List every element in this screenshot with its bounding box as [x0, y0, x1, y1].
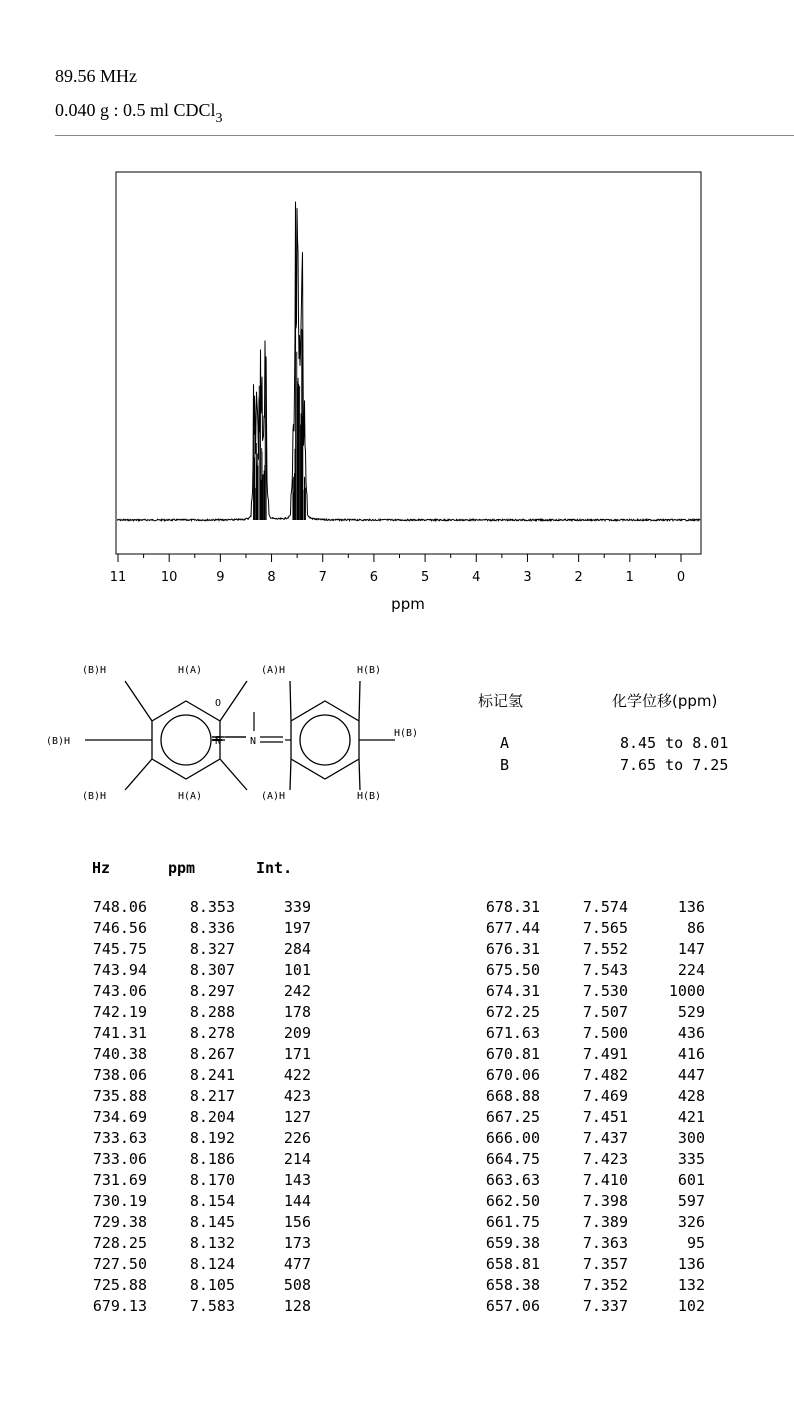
peak-ppm: 8.307 — [189, 961, 235, 979]
peak-int: 300 — [677, 1129, 705, 1147]
peak-int: 242 — [283, 982, 311, 1000]
peak-ppm: 8.288 — [189, 1003, 235, 1021]
peak-ppm: 7.437 — [582, 1129, 628, 1147]
peak-ppm: 7.543 — [582, 961, 628, 979]
peak-table-header-ppm: ppm — [168, 859, 196, 877]
peak-int: 214 — [283, 1150, 311, 1168]
peak-ppm: 7.552 — [582, 940, 628, 958]
peak-ppm: 8.267 — [189, 1045, 235, 1063]
peak-hz: 746.56 — [92, 919, 147, 937]
peak-hz: 728.25 — [92, 1234, 147, 1252]
peak-hz: 667.25 — [485, 1108, 540, 1126]
peak-hz: 741.31 — [92, 1024, 147, 1042]
label-r-br: H(B) — [357, 791, 382, 802]
peak-hz: 733.06 — [92, 1150, 147, 1168]
peak-int: 171 — [283, 1045, 311, 1063]
x-tick-label: 10 — [160, 570, 178, 585]
label-l-left: (B)H — [46, 736, 71, 747]
peak-int: 224 — [677, 961, 705, 979]
peak-ppm: 7.507 — [582, 1003, 628, 1021]
peak-ppm: 8.327 — [189, 940, 235, 958]
peak-int: 144 — [283, 1192, 311, 1210]
x-tick-label: 3 — [523, 570, 532, 585]
assign-row-b-label: B — [500, 756, 510, 774]
assign-row-a-label: A — [500, 734, 510, 752]
sample-text: 0.040 g : 0.5 ml CDCl — [55, 100, 216, 120]
peak-int: 326 — [677, 1213, 705, 1231]
peak-int: 178 — [283, 1003, 311, 1021]
peak-ppm: 8.192 — [189, 1129, 235, 1147]
peak-hz: 725.88 — [92, 1276, 147, 1294]
assign-col-label: 标记氢 — [478, 692, 524, 710]
peak-hz: 678.31 — [485, 898, 540, 916]
x-tick-label: 9 — [216, 570, 225, 585]
peak-ppm: 8.145 — [189, 1213, 235, 1231]
peak-ppm: 7.363 — [582, 1234, 628, 1252]
label-n2: N — [250, 736, 257, 747]
peak-int: 423 — [283, 1087, 311, 1105]
peak-int: 209 — [283, 1024, 311, 1042]
peak-ppm: 7.491 — [582, 1045, 628, 1063]
label-l-bl: (B)H — [82, 791, 107, 802]
peak-hz: 672.25 — [485, 1003, 540, 1021]
peak-int: 226 — [283, 1129, 311, 1147]
assign-col-shift: 化学位移(ppm) — [612, 692, 718, 710]
peak-int: 335 — [677, 1150, 705, 1168]
peak-hz: 733.63 — [92, 1129, 147, 1147]
x-axis-ticks — [118, 554, 681, 562]
peak-int: 284 — [283, 940, 311, 958]
peak-hz: 670.81 — [485, 1045, 540, 1063]
peak-ppm: 7.530 — [582, 982, 628, 1000]
peak-hz: 743.06 — [92, 982, 147, 1000]
spectrum-trace — [117, 202, 700, 521]
label-l-br: H(A) — [178, 791, 203, 802]
peak-ppm: 8.353 — [189, 898, 235, 916]
peak-int: 197 — [283, 919, 311, 937]
peak-hz: 677.44 — [485, 919, 540, 937]
peak-hz: 662.50 — [485, 1192, 540, 1210]
peak-int: 339 — [283, 898, 311, 916]
peak-table-header-hz: Hz — [92, 859, 111, 877]
peak-hz: 745.75 — [92, 940, 147, 958]
label-l-tr: H(A) — [178, 665, 203, 676]
peak-int: 601 — [677, 1171, 705, 1189]
plot-frame — [116, 172, 701, 554]
label-r-bl: (A)H — [261, 791, 286, 802]
peak-ppm: 7.398 — [582, 1192, 628, 1210]
peak-ppm: 7.389 — [582, 1213, 628, 1231]
peak-hz: 740.38 — [92, 1045, 147, 1063]
peak-ppm: 7.482 — [582, 1066, 628, 1084]
peak-hz: 734.69 — [92, 1108, 147, 1126]
peak-ppm: 8.132 — [189, 1234, 235, 1252]
peak-hz: 738.06 — [92, 1066, 147, 1084]
x-axis-label: ppm — [391, 595, 425, 613]
x-axis-tick-labels — [110, 570, 685, 585]
x-tick-label: 6 — [369, 570, 379, 585]
x-tick-label: 8 — [267, 570, 276, 585]
peak-int: 143 — [283, 1171, 311, 1189]
peak-int: 86 — [686, 919, 705, 937]
x-tick-label: 2 — [574, 570, 583, 585]
left-benzene-ring — [152, 701, 220, 779]
label-r-tl: (A)H — [261, 665, 286, 676]
peak-int: 436 — [677, 1024, 705, 1042]
assign-row-a-shift: 8.45 to 8.01 — [620, 734, 729, 752]
peak-int: 127 — [283, 1108, 311, 1126]
assign-row-b-shift: 7.65 to 7.25 — [620, 756, 729, 774]
peak-int: 102 — [677, 1297, 705, 1315]
peak-ppm: 8.297 — [189, 982, 235, 1000]
bonds — [85, 681, 395, 790]
peak-int: 147 — [677, 940, 705, 958]
peak-hz: 663.63 — [485, 1171, 540, 1189]
label-r-right: H(B) — [394, 728, 419, 739]
nmr-spectrum-chart — [0, 0, 794, 640]
peak-int: 508 — [283, 1276, 311, 1294]
peak-hz: 659.38 — [485, 1234, 540, 1252]
x-tick-label: 0 — [676, 570, 686, 585]
peak-hz: 743.94 — [92, 961, 147, 979]
peak-hz: 679.13 — [92, 1297, 147, 1315]
peak-int: 422 — [283, 1066, 311, 1084]
label-l-tl: (B)H — [82, 665, 107, 676]
peak-int: 416 — [677, 1045, 705, 1063]
peak-hz: 748.06 — [92, 898, 147, 916]
label-n1: N — [215, 736, 222, 747]
peak-hz: 675.50 — [485, 961, 540, 979]
peak-ppm: 7.357 — [582, 1255, 628, 1273]
peak-int: 132 — [677, 1276, 705, 1294]
peak-ppm: 8.336 — [189, 919, 235, 937]
peak-int: 136 — [677, 1255, 705, 1273]
x-tick-label: 1 — [625, 570, 634, 585]
peak-ppm: 7.337 — [582, 1297, 628, 1315]
peak-hz: 658.38 — [485, 1276, 540, 1294]
peak-int: 101 — [283, 961, 311, 979]
peak-ppm: 7.500 — [582, 1024, 628, 1042]
peak-int: 95 — [686, 1234, 705, 1252]
x-tick-label: 11 — [109, 570, 127, 585]
peak-int: 421 — [677, 1108, 705, 1126]
peak-hz: 666.00 — [485, 1129, 540, 1147]
peak-hz: 730.19 — [92, 1192, 147, 1210]
x-tick-label: 4 — [472, 570, 481, 585]
peak-int: 477 — [283, 1255, 311, 1273]
peak-ppm: 8.241 — [189, 1066, 235, 1084]
peak-int: 156 — [283, 1213, 311, 1231]
peak-ppm: 8.124 — [189, 1255, 235, 1273]
peak-hz: 676.31 — [485, 940, 540, 958]
peak-int: 128 — [283, 1297, 311, 1315]
peak-ppm: 7.423 — [582, 1150, 628, 1168]
peak-ppm: 8.204 — [189, 1108, 235, 1126]
spectrometer-frequency: 89.56 MHz — [55, 66, 137, 86]
peak-int: 597 — [677, 1192, 705, 1210]
peak-hz: 742.19 — [92, 1003, 147, 1021]
peak-ppm: 7.410 — [582, 1171, 628, 1189]
peak-int: 173 — [283, 1234, 311, 1252]
peak-hz: 668.88 — [485, 1087, 540, 1105]
peak-int: 428 — [677, 1087, 705, 1105]
structure-diagram — [40, 655, 480, 815]
peak-ppm: 8.154 — [189, 1192, 235, 1210]
peak-hz: 670.06 — [485, 1066, 540, 1084]
x-tick-label: 5 — [420, 570, 430, 585]
right-benzene-ring — [291, 701, 359, 779]
peak-hz: 729.38 — [92, 1213, 147, 1231]
peak-ppm: 7.451 — [582, 1108, 628, 1126]
peak-ppm: 7.583 — [189, 1297, 235, 1315]
peak-hz: 731.69 — [92, 1171, 147, 1189]
peak-int: 447 — [677, 1066, 705, 1084]
peak-ppm: 7.469 — [582, 1087, 628, 1105]
peak-hz: 727.50 — [92, 1255, 147, 1273]
label-oxygen: O — [215, 698, 222, 709]
x-tick-label: 7 — [318, 570, 327, 585]
peak-hz: 674.31 — [485, 982, 540, 1000]
peak-table-header-int: Int. — [256, 859, 293, 877]
peak-hz: 664.75 — [485, 1150, 540, 1168]
peak-ppm: 8.278 — [189, 1024, 235, 1042]
peak-ppm: 8.217 — [189, 1087, 235, 1105]
peak-hz: 735.88 — [92, 1087, 147, 1105]
peak-int: 529 — [677, 1003, 705, 1021]
peak-ppm: 7.574 — [582, 898, 628, 916]
sample-subscript: 3 — [215, 111, 223, 126]
peak-hz: 661.75 — [485, 1213, 540, 1231]
peak-ppm: 8.105 — [189, 1276, 235, 1294]
peak-ppm: 8.186 — [189, 1150, 235, 1168]
peak-hz: 657.06 — [485, 1297, 540, 1315]
peak-ppm: 8.170 — [189, 1171, 235, 1189]
peak-ppm: 7.352 — [582, 1276, 628, 1294]
peak-hz: 671.63 — [485, 1024, 540, 1042]
peak-int: 136 — [677, 898, 705, 916]
label-r-tr: H(B) — [357, 665, 382, 676]
peak-hz: 658.81 — [485, 1255, 540, 1273]
peak-ppm: 7.565 — [582, 919, 628, 937]
peak-int: 1000 — [668, 982, 705, 1000]
